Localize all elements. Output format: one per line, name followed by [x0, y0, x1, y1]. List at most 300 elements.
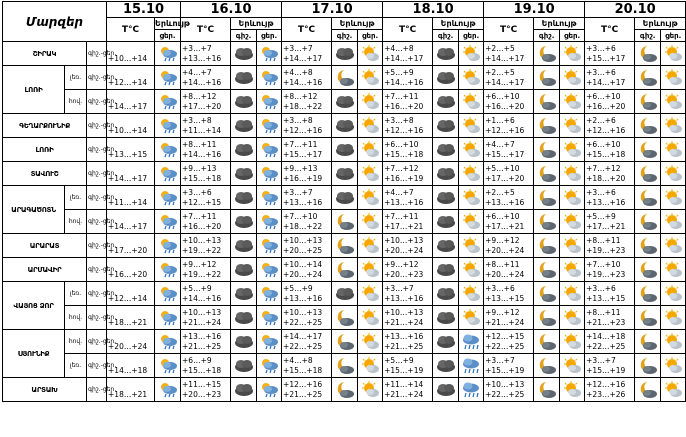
- temperature-cell: [585, 330, 635, 354]
- moon-cloud-icon: [635, 42, 661, 66]
- night-temp: +1…+6: [485, 115, 515, 125]
- temperature-cell: [181, 66, 231, 90]
- moon-cloud-icon: [534, 186, 560, 210]
- night-temp: +5…+9: [586, 211, 616, 221]
- day-temp: +14…+17: [108, 173, 148, 183]
- moon-cloud-icon: [534, 282, 560, 306]
- zone-label: լեռ.: [65, 354, 87, 378]
- rain-icon: [459, 330, 484, 354]
- night-temp: +13…+16: [182, 331, 222, 341]
- day-temp: +16…+20: [182, 221, 222, 231]
- forecast-row: [3, 282, 686, 306]
- temperature-cell: [107, 186, 155, 210]
- temperature-cell: [282, 330, 332, 354]
- pc-sun-icon: [661, 234, 686, 258]
- night-temp: +10…+14: [283, 259, 323, 269]
- day-temp: +18…+22: [283, 101, 323, 111]
- day-temp: +12…+14: [108, 293, 148, 303]
- zone-label: լեռ.: [65, 186, 87, 210]
- night-temp: +14…+18: [586, 331, 626, 341]
- time-of-day-label: գիշ.-ցեր.: [87, 42, 107, 66]
- night-temp: +3…+7: [182, 43, 212, 53]
- night-temp: +9…+13: [283, 163, 318, 173]
- day-temp: +21…+25: [384, 341, 424, 351]
- temperature-cell: [181, 186, 231, 210]
- night-temp: +5…+9: [384, 67, 414, 77]
- day-temp: +13…+16: [384, 293, 424, 303]
- pc-rain-icon: [257, 282, 282, 306]
- night-temp: +10…+13: [485, 379, 525, 389]
- pc-rain-icon: [257, 234, 282, 258]
- day-temp: +14…+17: [283, 53, 323, 63]
- pc-rain-icon: [155, 258, 181, 282]
- cloud-dark-icon: [433, 42, 459, 66]
- day-temp: +20…+24: [283, 269, 323, 279]
- temperature-cell: [484, 90, 534, 114]
- night-temp: +2…+5: [485, 187, 515, 197]
- pc-sun-icon: [358, 378, 383, 402]
- moon-cloud-icon: [534, 162, 560, 186]
- cloud-dark-icon: [231, 138, 257, 162]
- day-temp: +10…+14: [108, 53, 148, 63]
- phenom-header: Երևույթ: [155, 19, 190, 28]
- day-temp: +14…+17: [485, 53, 525, 63]
- pc-rain-icon: [257, 210, 282, 234]
- night-temp: +4…+8: [283, 67, 313, 77]
- temperature-cell: [107, 90, 155, 114]
- temperature-cell: [282, 186, 332, 210]
- forecast-row: [3, 66, 686, 90]
- day-temp: +14…+16: [182, 77, 222, 87]
- night-temp: +10…+13: [384, 235, 424, 245]
- temperature-cell: [383, 354, 433, 378]
- day-temp: +20…+24: [108, 341, 148, 351]
- pc-sun-icon: [560, 354, 585, 378]
- day-temp: +14…+17: [108, 101, 148, 111]
- day-temp: +17…+21: [485, 221, 525, 231]
- temperature-cell: [383, 90, 433, 114]
- moon-cloud-icon: [635, 162, 661, 186]
- temperature-cell: [181, 114, 231, 138]
- cloud-dark-icon: [332, 186, 358, 210]
- day-temp: +18…+21: [108, 317, 148, 327]
- temperature-cell: [282, 210, 332, 234]
- night-temp: +4…+8: [283, 355, 313, 365]
- pc-sun-icon: [560, 114, 585, 138]
- moon-cloud-icon: [332, 306, 358, 330]
- temperature-cell: [181, 354, 231, 378]
- temperature-cell: [383, 210, 433, 234]
- date-header: 20.10: [585, 2, 686, 18]
- cloud-dark-icon: [433, 162, 459, 186]
- day-temp: +14…+16: [182, 149, 222, 159]
- pc-sun-icon: [661, 186, 686, 210]
- region-name: ԱՐՄԱՎԻՐ: [3, 258, 87, 282]
- time-of-day-label: գիշ.-ցեր.: [87, 330, 107, 354]
- day-temp: +15…+18: [586, 149, 626, 159]
- forecast-row: [3, 90, 686, 114]
- cloud-dark-icon: [231, 66, 257, 90]
- day-temp: +14…+17: [586, 77, 626, 87]
- moon-cloud-icon: [635, 90, 661, 114]
- moon-cloud-icon: [332, 234, 358, 258]
- night-temp: +2…+6: [586, 115, 616, 125]
- phenom-header: Երևույթ: [433, 18, 484, 30]
- night-temp: +10…+13: [182, 307, 222, 317]
- night-temp: +7…+12: [384, 163, 419, 173]
- temperature-cell: [484, 162, 534, 186]
- night-temp: +13…+16: [384, 331, 424, 341]
- phenom-header: Երևույթ: [231, 18, 282, 30]
- temperature-cell: [585, 378, 635, 402]
- moon-cloud-icon: [534, 378, 560, 402]
- temperature-cell: [282, 114, 332, 138]
- day-temp: +16…+19: [283, 173, 323, 183]
- night-temp: +3…+7: [283, 187, 313, 197]
- temp-header: T°C: [585, 18, 635, 42]
- temperature-cell: [383, 186, 433, 210]
- night-temp: +8…+12: [283, 91, 318, 101]
- day-subheader: ցեր.: [155, 30, 181, 42]
- night-temp: +3…+6: [586, 43, 616, 53]
- temperature-cell: [282, 90, 332, 114]
- pc-sun-icon: [459, 66, 484, 90]
- day-temp: +21…+25: [283, 389, 323, 399]
- temperature-cell: [585, 210, 635, 234]
- cloud-dark-icon: [231, 330, 257, 354]
- day-temp: +18…+22: [283, 221, 323, 231]
- pc-sun-icon: [661, 306, 686, 330]
- day-temp: +12…+16: [283, 125, 323, 135]
- temperature-cell: [383, 66, 433, 90]
- temperature-cell: [181, 234, 231, 258]
- temperature-cell: [181, 330, 231, 354]
- day-temp: +19…+23: [586, 245, 626, 255]
- temperature-cell: [181, 282, 231, 306]
- day-subheader: ցեր.: [358, 30, 383, 42]
- pc-rain-icon: [155, 378, 181, 402]
- day-temp: +20…+25: [283, 245, 323, 255]
- pc-sun-icon: [661, 138, 686, 162]
- night-temp: +14…+17: [283, 331, 323, 341]
- temperature-cell: [585, 42, 635, 66]
- rain-icon: [459, 354, 484, 378]
- date-header: 15.10: [107, 2, 181, 18]
- night-temp: +8…+11: [485, 259, 520, 269]
- pc-rain-icon: [155, 234, 181, 258]
- temperature-cell: [107, 234, 155, 258]
- pc-sun-icon: [358, 210, 383, 234]
- temperature-cell: [282, 306, 332, 330]
- pc-sun-icon: [661, 330, 686, 354]
- temperature-cell: [383, 162, 433, 186]
- temperature-cell: [484, 114, 534, 138]
- day-temp: +19…+22: [182, 269, 222, 279]
- temperature-cell: [585, 114, 635, 138]
- day-temp: +17…+20: [182, 101, 222, 111]
- pc-sun-icon: [459, 114, 484, 138]
- day-temp: +18…+21: [108, 389, 148, 399]
- day-temp: +11…+14: [108, 197, 148, 207]
- zone-label: հով.: [65, 210, 87, 234]
- temperature-cell: [585, 162, 635, 186]
- day-temp: +21…+25: [182, 341, 222, 351]
- cloud-dark-icon: [433, 138, 459, 162]
- moon-cloud-icon: [534, 234, 560, 258]
- temperature-cell: [181, 306, 231, 330]
- day-temp: +15…+19: [384, 365, 424, 375]
- night-temp: +9…+12: [384, 259, 419, 269]
- date-header: 19.10: [484, 2, 585, 18]
- pc-sun-icon: [661, 66, 686, 90]
- day-temp: +16…+20: [108, 269, 148, 279]
- night-temp: +3…+6: [586, 283, 616, 293]
- pc-rain-icon: [257, 258, 282, 282]
- night-temp: +10…+13: [384, 307, 424, 317]
- moon-cloud-icon: [332, 66, 358, 90]
- pc-rain-icon: [155, 138, 181, 162]
- moon-cloud-icon: [534, 90, 560, 114]
- day-temp: +12…+16: [384, 125, 424, 135]
- rain-icon: [459, 378, 484, 402]
- night-temp: +7…+11: [384, 211, 419, 221]
- temperature-cell: [383, 306, 433, 330]
- time-of-day-label: գիշ.-ցեր.: [87, 378, 107, 402]
- date-header: 17.10: [282, 2, 383, 18]
- pc-sun-icon: [661, 90, 686, 114]
- day-temp: +15…+19: [586, 365, 626, 375]
- cloud-dark-icon: [231, 306, 257, 330]
- day-temp: +14…+17: [108, 221, 148, 231]
- pc-sun-icon: [661, 114, 686, 138]
- pc-rain-icon: [257, 378, 282, 402]
- moon-cloud-icon: [332, 378, 358, 402]
- temperature-cell: [484, 210, 534, 234]
- cloud-dark-icon: [332, 138, 358, 162]
- night-subheader: գիշ.: [433, 30, 459, 42]
- night-temp: +3…+6: [586, 187, 616, 197]
- temperature-cell: [585, 306, 635, 330]
- moon-cloud-icon: [534, 138, 560, 162]
- pc-rain-icon: [155, 210, 181, 234]
- day-temp: +20…+24: [485, 269, 525, 279]
- cloud-dark-icon: [433, 234, 459, 258]
- temperature-cell: [181, 210, 231, 234]
- temperature-cell: [484, 138, 534, 162]
- night-temp: +7…+11: [283, 139, 318, 149]
- night-temp: +5…+9: [384, 355, 414, 365]
- moon-cloud-icon: [332, 354, 358, 378]
- forecast-row: [3, 330, 686, 354]
- temperature-cell: [585, 354, 635, 378]
- pc-rain-icon: [257, 330, 282, 354]
- pc-sun-icon: [661, 378, 686, 402]
- pc-sun-icon: [661, 282, 686, 306]
- temperature-cell: [107, 378, 155, 402]
- pc-rain-icon: [257, 42, 282, 66]
- temperature-cell: [282, 42, 332, 66]
- day-temp: +13…+16: [586, 197, 626, 207]
- day-temp: +18…+20: [586, 173, 626, 183]
- night-temp: +9…+12: [182, 259, 217, 269]
- day-temp: +16…+19: [384, 173, 424, 183]
- temperature-cell: [585, 138, 635, 162]
- temperature-cell: [484, 66, 534, 90]
- night-temp: +8…+11: [586, 307, 621, 317]
- pc-rain-icon: [155, 306, 181, 330]
- time-of-day-label: գիշ.-ցեր.: [87, 282, 107, 306]
- night-temp: +3…+7: [384, 283, 414, 293]
- temperature-cell: [585, 186, 635, 210]
- night-temp: +3…+7: [485, 355, 515, 365]
- night-temp: +3…+8: [384, 115, 414, 125]
- temperature-cell: [383, 138, 433, 162]
- temperature-cell: [181, 258, 231, 282]
- day-subheader: ցեր.: [459, 30, 484, 42]
- temperature-cell: [282, 162, 332, 186]
- pc-sun-icon: [560, 66, 585, 90]
- night-temp: +8…+12: [182, 91, 217, 101]
- pc-sun-icon: [560, 90, 585, 114]
- day-temp: +17…+21: [586, 221, 626, 231]
- pc-rain-icon: [155, 66, 181, 90]
- forecast-row: [3, 186, 686, 210]
- moon-cloud-icon: [534, 66, 560, 90]
- pc-rain-icon: [257, 66, 282, 90]
- pc-sun-icon: [358, 66, 383, 90]
- forecast-row: [3, 258, 686, 282]
- region-name: ԱՐԱՐԱՏ: [3, 234, 87, 258]
- moon-cloud-icon: [635, 282, 661, 306]
- night-temp: +12…+16: [586, 379, 626, 389]
- day-temp: +20…+23: [384, 269, 424, 279]
- day-temp: +22…+25: [283, 341, 323, 351]
- night-temp: +6…+10: [485, 91, 520, 101]
- temperature-cell: [181, 90, 231, 114]
- temperature-cell: [484, 378, 534, 402]
- region-name: ԳԵՂԱՐՔՈՒՆԻՔ: [3, 114, 87, 138]
- temperature-cell: [484, 186, 534, 210]
- date-header: 16.10: [181, 2, 282, 18]
- night-temp: +11…+14: [384, 379, 424, 389]
- moon-cloud-icon: [332, 330, 358, 354]
- temp-header: T°C: [383, 18, 433, 42]
- cloud-dark-icon: [231, 42, 257, 66]
- region-name: ՇԻՐԱԿ: [3, 42, 87, 66]
- cloud-dark-icon: [231, 258, 257, 282]
- night-subheader: գիշ.: [534, 30, 560, 42]
- forecast-row: [3, 162, 686, 186]
- temperature-cell: [383, 258, 433, 282]
- cloud-dark-icon: [231, 354, 257, 378]
- cloud-dark-icon: [433, 306, 459, 330]
- pc-sun-icon: [560, 210, 585, 234]
- forecast-row: [3, 354, 686, 378]
- time-of-day-label: գիշ.-ցեր.: [87, 258, 107, 282]
- zone-label: հով.: [65, 90, 87, 114]
- moon-cloud-icon: [534, 42, 560, 66]
- temperature-cell: [585, 234, 635, 258]
- cloud-dark-icon: [231, 162, 257, 186]
- day-temp: +22…+25: [485, 341, 525, 351]
- temperature-cell: [282, 282, 332, 306]
- pc-sun-icon: [560, 138, 585, 162]
- temperature-cell: [107, 66, 155, 90]
- day-temp: +17…+20: [108, 245, 148, 255]
- day-temp: +20…+23: [182, 389, 222, 399]
- temperature-cell: [484, 306, 534, 330]
- pc-sun-icon: [560, 42, 585, 66]
- pc-rain-icon: [155, 42, 181, 66]
- cloud-dark-icon: [433, 210, 459, 234]
- pc-sun-icon: [459, 90, 484, 114]
- pc-sun-icon: [459, 258, 484, 282]
- moon-cloud-icon: [534, 210, 560, 234]
- pc-rain-icon: [257, 306, 282, 330]
- cloud-dark-icon: [433, 114, 459, 138]
- day-temp: +17…+20: [485, 173, 525, 183]
- temp-header: T°C: [107, 18, 155, 42]
- day-temp: +16…+20: [586, 101, 626, 111]
- temp-header: T°C: [181, 18, 231, 42]
- day-temp: +22…+25: [485, 389, 525, 399]
- day-temp: +13…+16: [485, 197, 525, 207]
- cloud-dark-icon: [433, 90, 459, 114]
- pc-rain-icon: [155, 90, 181, 114]
- pc-rain-icon: [257, 90, 282, 114]
- pc-sun-icon: [358, 354, 383, 378]
- zone-label: հով.: [65, 330, 87, 354]
- cloud-dark-icon: [231, 378, 257, 402]
- night-temp: +2…+5: [485, 67, 515, 77]
- day-temp: +14…+16: [182, 293, 222, 303]
- day-temp: +20…+24: [384, 245, 424, 255]
- forecast-row: [3, 42, 686, 66]
- moon-cloud-icon: [635, 378, 661, 402]
- day-temp: +19…+22: [182, 245, 222, 255]
- pc-sun-icon: [560, 234, 585, 258]
- pc-rain-icon: [155, 282, 181, 306]
- temperature-cell: [484, 42, 534, 66]
- night-temp: +7…+12: [586, 163, 621, 173]
- temperature-cell: [282, 378, 332, 402]
- night-temp: +2…+5: [485, 43, 515, 53]
- day-temp: +12…+14: [108, 77, 148, 87]
- day-temp: +14…+16: [384, 77, 424, 87]
- day-temp: +13…+15: [586, 293, 626, 303]
- night-temp: +3…+6: [182, 187, 212, 197]
- moon-cloud-icon: [635, 234, 661, 258]
- pc-sun-icon: [560, 162, 585, 186]
- pc-sun-icon: [661, 210, 686, 234]
- day-temp: +21…+24: [384, 317, 424, 327]
- temp-header: T°C: [282, 18, 332, 42]
- temperature-cell: [484, 234, 534, 258]
- day-temp: +13…+15: [108, 149, 148, 159]
- cloud-dark-icon: [231, 282, 257, 306]
- pc-sun-icon: [661, 258, 686, 282]
- pc-sun-icon: [358, 234, 383, 258]
- cloud-dark-icon: [332, 90, 358, 114]
- moon-cloud-icon: [534, 258, 560, 282]
- temperature-cell: [181, 162, 231, 186]
- date-header: 18.10: [383, 2, 484, 18]
- temperature-cell: [181, 138, 231, 162]
- day-temp: +17…+21: [384, 221, 424, 231]
- temperature-cell: [484, 282, 534, 306]
- pc-sun-icon: [358, 90, 383, 114]
- night-subheader: գիշ.: [332, 30, 358, 42]
